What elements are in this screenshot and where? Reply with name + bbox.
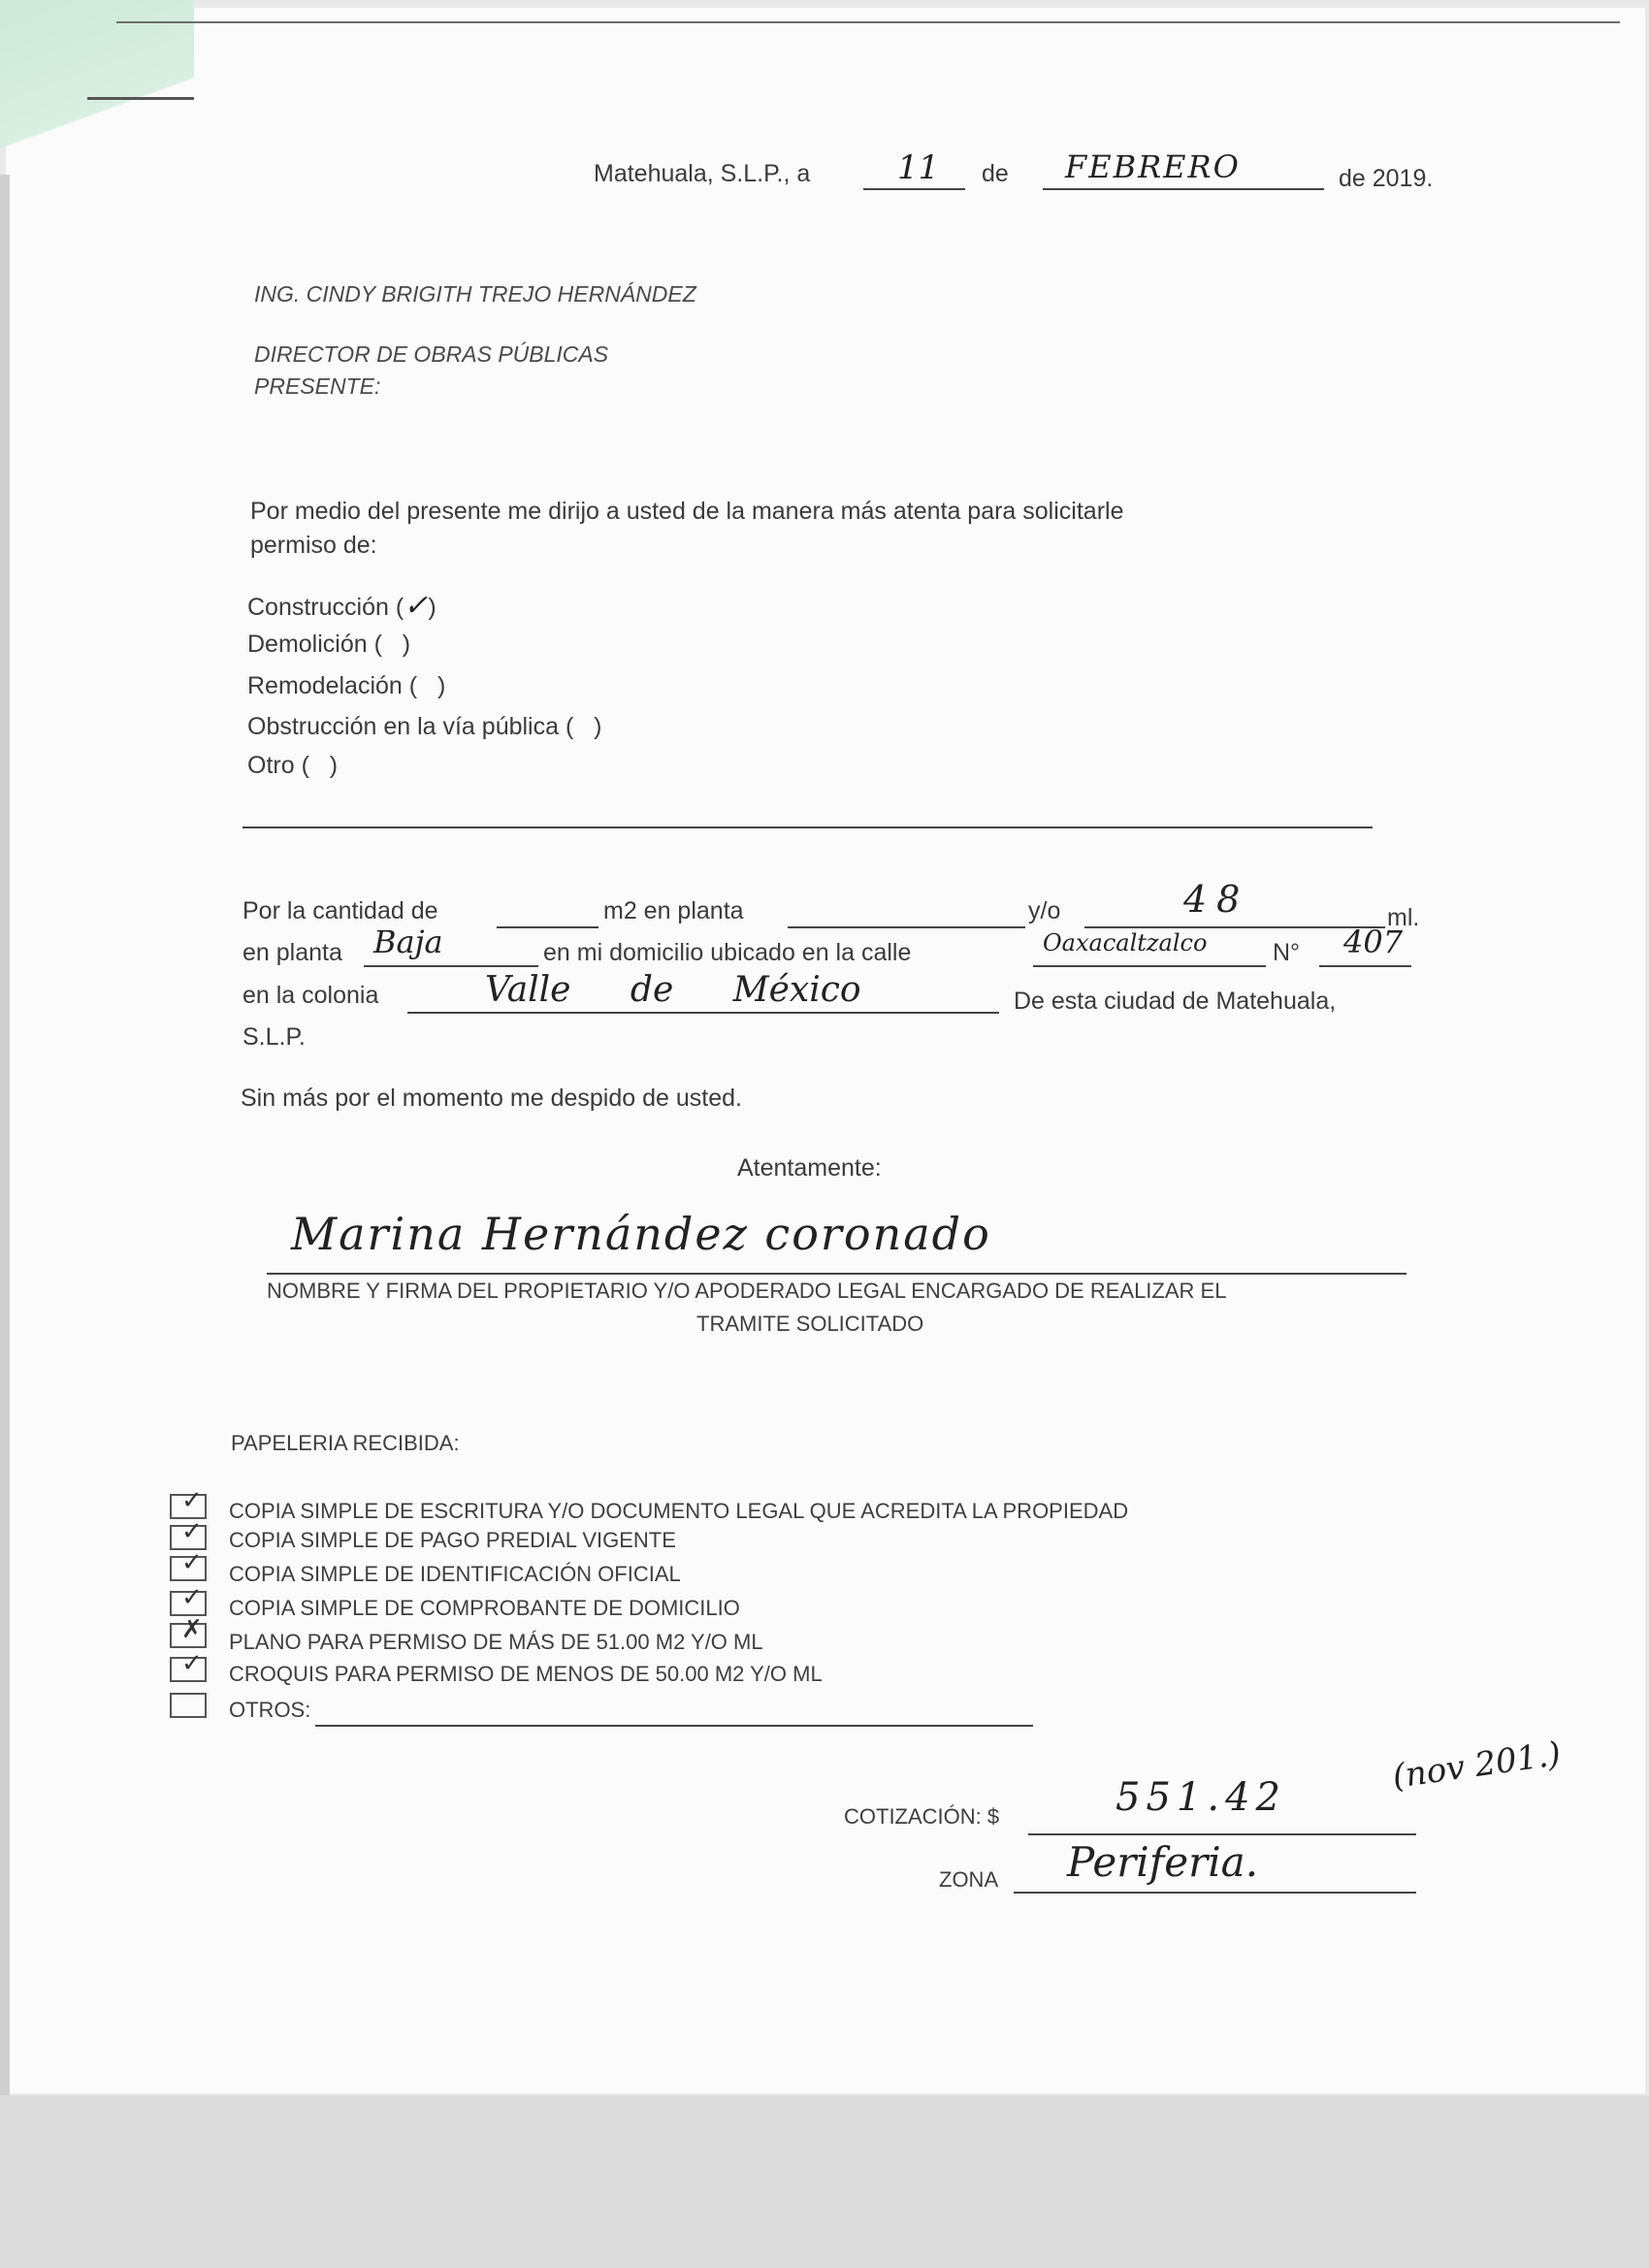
zona-label: ZONA <box>939 1867 999 1892</box>
num-label: N° <box>1273 939 1301 966</box>
signature-caption-1: NOMBRE Y FIRMA DEL PROPIETARIO Y/O APODERADO LEGAL ENCARGADO DE REALIZAR EL <box>267 1279 1227 1303</box>
cotizacion-note: (nov 201.) <box>1390 1734 1564 1797</box>
cotizacion-label: COTIZACIÓN: $ <box>844 1804 1000 1829</box>
ml-value: 48 <box>1183 878 1250 921</box>
permit-construccion: Construcción (✓) <box>247 589 436 623</box>
permit-remodelacion: Remodelación ( ) <box>247 672 446 699</box>
item-escritura: COPIA SIMPLE DE ESCRITURA Y/O DOCUMENTO LEGAL QUE ACREDITA LA PROPIEDAD <box>229 1499 1129 1523</box>
planta-value: Baja <box>373 923 443 960</box>
city-suffix: De esta ciudad de Matehuala, <box>1014 988 1337 1015</box>
otro-underline <box>242 826 1373 828</box>
check-predial-mark: ✓ <box>181 1517 203 1546</box>
intro-line-2: permiso de: <box>250 532 377 559</box>
otros-underline <box>315 1725 1033 1727</box>
check-domicilio-mark: ✓ <box>181 1583 203 1612</box>
recipient-position: DIRECTOR DE OBRAS PÚBLICAS <box>254 341 609 367</box>
atentamente: Atentamente: <box>737 1154 882 1182</box>
scan-left-edge <box>0 175 10 2095</box>
street-value: Oaxacaltzalco <box>1043 929 1208 956</box>
item-otros: OTROS: <box>229 1698 311 1722</box>
top-rule <box>116 21 1620 23</box>
item-plano: PLANO PARA PERMISO DE MÁS DE 51.00 M2 Y/O ML <box>229 1630 763 1654</box>
street-underline <box>1033 965 1266 967</box>
signature: Marina Hernández coronado <box>291 1208 991 1260</box>
cotizacion-amount: 551.42 <box>1116 1775 1286 1820</box>
header-de: de <box>982 160 1009 187</box>
yo-label: y/o <box>1028 897 1061 924</box>
intro-line-1: Por medio del presente me dirijo a usted de la manera más atenta para solicitarle <box>250 498 1124 525</box>
header-month: FEBRERO <box>1065 148 1241 185</box>
ml-label: ml. <box>1387 904 1420 931</box>
header-year: de 2019. <box>1339 165 1434 192</box>
checkbox-otros[interactable] <box>170 1693 207 1718</box>
zona-value: Periferia. <box>1067 1838 1259 1886</box>
ml-underline <box>1084 926 1385 928</box>
permit-otro: Otro ( ) <box>247 752 339 779</box>
m2-label: m2 en planta <box>603 897 744 924</box>
item-croquis: CROQUIS PARA PERMISO DE MENOS DE 50.00 M2 Y/O ML <box>229 1662 823 1686</box>
cotizacion-underline <box>1028 1833 1416 1835</box>
quantity-prefix: Por la cantidad de <box>242 897 438 924</box>
item-domicilio: COPIA SIMPLE DE COMPROBANTE DE DOMICILIO <box>229 1596 740 1620</box>
item-predial: COPIA SIMPLE DE PAGO PREDIAL VIGENTE <box>229 1528 676 1552</box>
domicilio-label: en mi domicilio ubicado en la calle <box>543 939 912 966</box>
permit-demolicion: Demolición ( ) <box>247 631 411 658</box>
signature-line <box>267 1273 1406 1275</box>
header-day: 11 <box>897 148 940 187</box>
scan-bottom-margin <box>0 2095 1649 2268</box>
farewell: Sin más por el momento me despido de usted. <box>241 1085 742 1112</box>
colonia-value: Valle de México <box>485 970 861 1010</box>
check-plano-mark: ✗ <box>181 1615 203 1644</box>
planta-underline <box>788 926 1025 928</box>
day-underline <box>863 188 965 190</box>
planta-value-underline <box>364 965 538 967</box>
construccion-mark: ✓ <box>404 589 429 623</box>
permit-obstruccion: Obstrucción en la vía pública ( ) <box>247 713 602 740</box>
recipient-name: ING. CINDY BRIGITH TREJO HERNÁNDEZ <box>254 281 696 307</box>
slp-label: S.L.P. <box>242 1023 306 1051</box>
num-underline <box>1319 965 1411 967</box>
num-value: 407 <box>1343 923 1404 960</box>
papeleria-title: PAPELERIA RECIBIDA: <box>231 1431 460 1455</box>
corner-sticky-note <box>0 0 194 175</box>
colonia-underline <box>407 1012 999 1014</box>
month-underline <box>1043 188 1324 190</box>
recipient-presente: PRESENTE: <box>254 373 381 399</box>
en-planta-label: en planta <box>242 939 342 966</box>
check-croquis-mark: ✓ <box>181 1649 203 1678</box>
colonia-label: en la colonia <box>242 982 379 1009</box>
m2-underline <box>497 926 598 928</box>
header-city: Matehuala, S.L.P., a <box>594 160 811 187</box>
check-identificacion-mark: ✓ <box>181 1548 203 1577</box>
zona-underline <box>1014 1892 1416 1894</box>
item-identificacion: COPIA SIMPLE DE IDENTIFICACIÓN OFICIAL <box>229 1562 681 1586</box>
signature-caption-2: TRAMITE SOLICITADO <box>696 1312 924 1336</box>
corner-mark <box>87 97 194 100</box>
check-escritura-mark: ✓ <box>181 1486 203 1515</box>
